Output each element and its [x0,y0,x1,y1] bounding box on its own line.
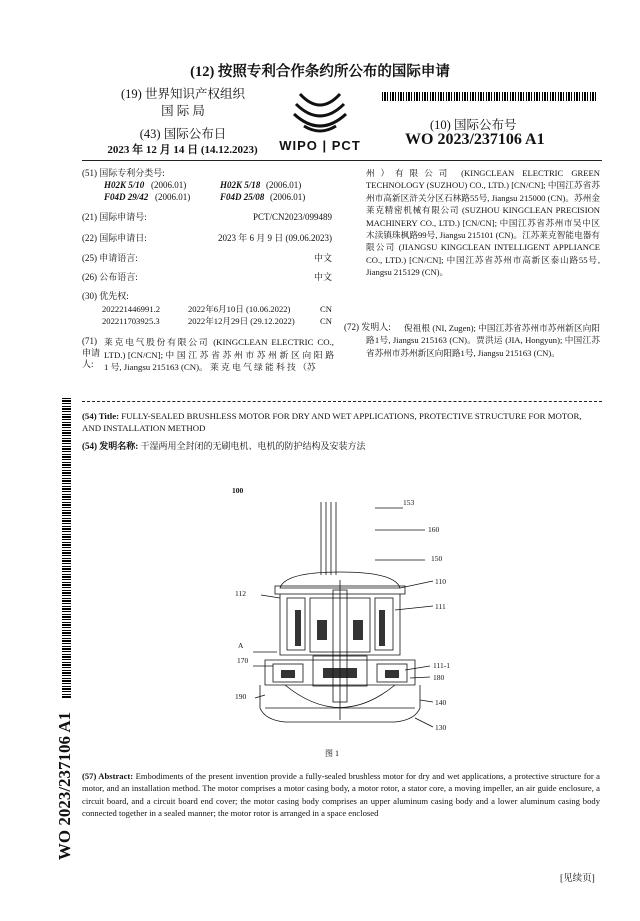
figure-label: 150 [431,554,443,563]
document-title: (12) 按照专利合作条约所公布的国际申请 [190,64,450,80]
pub-lang: 中文 [313,272,332,282]
abstract-label: (57) Abstract: [82,771,134,781]
ipc-version: (2006.01) [266,180,302,190]
priority-number: 202211703925.3 [102,315,160,326]
section-dashed-rule [82,401,602,402]
figure-ref-100: 100 [232,486,244,495]
ipc-list [104,180,334,203]
figure-label: 112 [235,589,246,598]
wipo-pct-text: WIPO | PCT [279,138,361,153]
ipc-code: F04D 25/08 [220,191,265,202]
figure-label: 130 [435,723,447,732]
applicant-text: 莱克电气股份有限公司 (KINGCLEAN ELECTRIC CO., LTD.) [CN/CN]; 中 国 江 苏 省 苏 州 市 苏 州 新 区 向 阳 路 1 号, Jiangsu 215163 (CN)。 莱 克 电 气 绿 能 科 技 （苏 [104,337,334,373]
top-barcode [382,92,597,101]
ipc-code: H02K 5/10 [104,180,145,190]
title-zh [82,441,602,453]
filing-lang-label: (25) 申请语言: [82,253,138,263]
figure-label: 190 [235,692,247,701]
title-zh-text: 干湿两用全封闭的无刷电机、电机的防护结构及安装方法 [140,441,366,451]
title-en-label: (54) Title: [82,411,120,421]
title-en-text: FULLY-SEALED BRUSHLESS MOTOR FOR DRY AND WET APPLICATIONS, PROTECTIVE STRUCTURE FOR MOTOR, AND INSTALLATION METHOD [82,411,582,433]
ipc-label: (51) 国际专利分类号: [82,168,165,178]
figure-label: 140 [435,698,447,707]
figure-label: A [238,641,244,650]
ipc-code: H02K 5/18 [220,180,261,190]
org-sub: 国 际 局 [161,104,205,118]
title-en [82,410,602,434]
figure-label: 111 [435,602,446,611]
continued-note: [见续页] [560,874,595,884]
pub-no-label: (10) 国际公布号 [430,118,517,132]
applicant-label: (71) 申请人: [82,336,101,369]
figure-caption: 图 1 [325,749,339,758]
priority-list [102,304,334,327]
ipc-version: (2006.01) [151,180,187,190]
priority-date: 2022年12月29日 (29.12.2022) [188,315,295,326]
app-no-label: (21) 国际申请号: [82,212,147,222]
priority-country: CN [320,315,332,326]
app-no: PCT/CN2023/099489 [252,212,332,222]
priority-number: 202221446991.2 [102,304,161,314]
motor-drawing [225,480,455,760]
priority-label: (30) 优先权: [82,291,129,301]
title-zh-label: (54) 发明名称: [82,441,139,451]
ipc-version: (2006.01) [270,191,306,202]
wipo-logo [270,86,370,156]
header-rule [82,160,602,161]
figure-label: 160 [428,525,440,534]
figure-label: 111-1 [433,661,450,670]
filing-date: 2023 年 6 月 9 日 (09.06.2023) [218,233,332,243]
motor-figure [225,480,455,760]
pub-no: WO 2023/237106 A1 [405,131,545,148]
figure-label: 153 [403,498,415,507]
pub-date: 2023 年 12 月 14 日 (14.12.2023) [107,144,258,156]
priority-country: CN [320,304,332,314]
figure-label: 110 [435,577,446,586]
applicant-continued: 州）有限公司 (KINGCLEAN ELECTRIC GREEN TECHNOLOGY (SUZHOU) CO., LTD.) [CN/CN]; 中国江苏省苏州市高新区浒关分区石林路55号, Jiangsu 215000 (CN)。苏州金莱克精密机械有限公司 (SUZHOU KINGCLEAN PRECISION MACHINERY CO., LTD.) [CN/CN]; 中国江苏省苏州市吴中区木渎镇珠枫路99号, Jiangsu 215101 (CN)。江苏莱克智能电器有限公司 (JIANGSU KINGCLEAN INTELLIGENT APPLIANCE CO., LTD.) [CN/CN]; 中国江苏省苏州市高新区泰山路55号, Jiangsu 215129 (CN)。 [366,168,600,278]
inventor-label: (72) 发明人: [344,322,391,332]
side-publication-number: WO 2023/237106 A1 [55,711,74,861]
pub-date-label: (43) 国际公布日 [139,127,227,141]
abstract-text: Embodiments of the present invention provide a fully-sealed brushless motor for dry and wet applications, a protective structure for a motor, and an installation method. The motor comprises a motor casing body, a motor rotor, a stator core, a moving impeller, an air guide enclosure, a circuit board, and a circuit board end cover; the motor casing body comprises an upper aluminum casing body and a lower aluminum casing body connected together in a sealed manner; the motor rotor is arranged in a space enclosed [82,771,600,818]
filing-lang: 中文 [313,253,332,263]
filing-label: (22) 国际申请日: [82,233,147,243]
figure-label: 170 [237,656,249,665]
priority-date: 2022年6月10日 (10.06.2022) [188,304,291,314]
inventor-text: 倪祖根 (NI, Zugen); 中国江苏省苏州市苏州新区向阳路1号, Jiangsu 215163 (CN)。贾洪运 (JIA, Hongyun); 中国江苏省苏州市苏州新区向阳路1号, Jiangsu 215163 (CN)。 [366,323,600,358]
org-label: (19) 世界知识产权组织 [121,87,245,101]
figure-label: 180 [433,673,445,682]
ipc-code: F04D 29/42 [104,191,149,202]
ipc-version: (2006.01) [155,191,191,202]
pub-lang-label: (26) 公布语言: [82,272,138,282]
abstract [82,770,600,819]
